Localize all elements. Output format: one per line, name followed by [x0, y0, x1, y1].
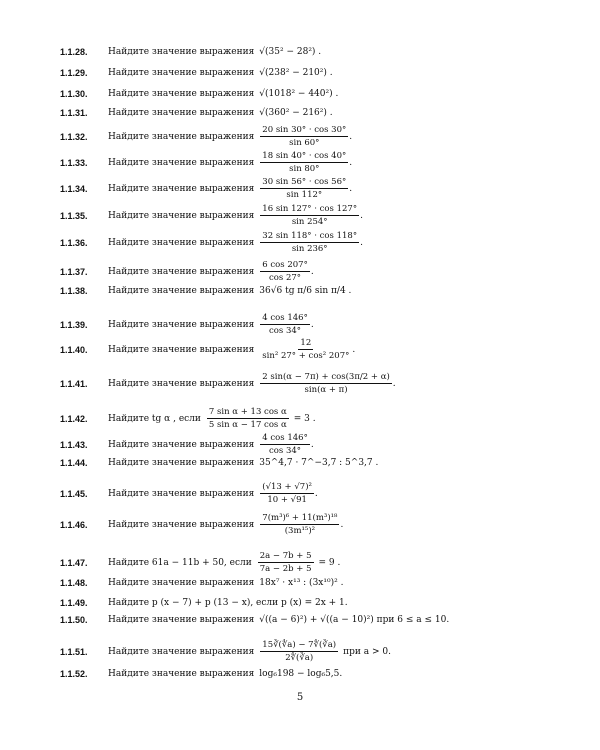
expression-tail: .: [310, 439, 314, 450]
fraction-numerator: 2 sin(α − 7π) + cos(3π/2 + α): [262, 372, 390, 382]
inline-expression: √(238² − 210²) .: [259, 68, 333, 78]
expression-tail: .: [392, 378, 396, 389]
problem-expression: [259, 669, 342, 679]
fraction-denominator: 5 sin α − 17 cos α: [208, 420, 287, 430]
expression-tail: .: [349, 131, 353, 142]
problem-text: Найдите значение выражения: [108, 439, 255, 450]
expression-tail: .: [340, 519, 344, 530]
fraction-numerator: 7(m³)⁶ + 11(m³)¹⁸: [262, 513, 338, 523]
problem-expression: [206, 407, 316, 430]
expression-tail: = 3 .: [293, 413, 316, 424]
problem-expression: [259, 231, 363, 254]
problem-row: [60, 204, 363, 227]
expression-tail: .: [310, 319, 314, 330]
problem-number: 1.1.49.: [60, 598, 88, 608]
fraction: [260, 177, 348, 200]
problem-expression: [259, 204, 363, 227]
fraction-denominator: sin(α + π): [304, 385, 348, 395]
problem-text: Найдите значение выражения: [108, 458, 255, 468]
fraction-numerator: 30 sin 56° · cos 56°: [262, 177, 347, 187]
fraction-denominator: sin 112°: [286, 190, 323, 200]
problem-number: 1.1.29.: [60, 68, 88, 78]
problem-text: Найдите значение выражения: [108, 108, 255, 118]
problem-text: Найдите значение выражения: [108, 488, 255, 499]
fraction-denominator: (3m¹⁵)²: [284, 526, 316, 536]
problem-row: [60, 551, 340, 574]
problem-text: Найдите значение выражения: [108, 89, 255, 99]
page-number: 5: [296, 692, 304, 703]
fraction-numerator: 2a − 7b + 5: [259, 551, 312, 561]
problem-expression: [259, 372, 395, 395]
problem-number: 1.1.37.: [60, 266, 88, 277]
problem-number: 1.1.40.: [60, 344, 88, 355]
expression-tail: при a > 0.: [343, 646, 391, 657]
expression-tail: .: [349, 157, 353, 168]
problem-row: [60, 640, 391, 663]
problem-text: Найдите значение выражения: [108, 131, 255, 142]
problem-row: [60, 615, 449, 625]
problem-expression: [257, 551, 341, 574]
problem-text: Найдите значение выражения: [108, 68, 255, 78]
fraction-denominator: cos 34°: [269, 446, 302, 456]
inline-expression: 36√6 tg π/6 sin π/4 .: [259, 286, 352, 296]
fraction: [260, 433, 310, 456]
fraction-denominator: sin 80°: [289, 164, 320, 174]
problem-expression: [259, 47, 321, 57]
fraction: [260, 151, 348, 174]
problem-text: Найдите значение выражения: [108, 47, 255, 57]
fraction-denominator: 7a − 2b + 5: [259, 564, 312, 574]
fraction-numerator: 18 sin 40° · cos 40°: [262, 151, 347, 161]
inline-expression: √(360² − 216²) .: [259, 108, 333, 118]
problem-number: 1.1.44.: [60, 458, 88, 468]
fraction-numerator: 20 sin 30° · cos 30°: [262, 125, 347, 135]
problem-row: [60, 177, 352, 200]
fraction-denominator: sin 60°: [289, 138, 320, 148]
problem-text: Найдите значение выражения: [108, 519, 255, 530]
inline-expression: √(35² − 28²) .: [259, 47, 322, 57]
problem-text: Найдите значение выражения: [108, 183, 255, 194]
problem-expression: [259, 125, 352, 148]
fraction: [260, 372, 392, 395]
problem-number: 1.1.47.: [60, 557, 88, 568]
problem-row: [60, 372, 396, 395]
problem-row: [60, 68, 333, 78]
problem-number: 1.1.31.: [60, 108, 88, 118]
fraction: [207, 407, 289, 430]
problem-row: [60, 89, 338, 99]
problem-expression: [259, 433, 313, 456]
problem-row: [60, 433, 314, 456]
problem-number: 1.1.51.: [60, 646, 88, 657]
problem-number: 1.1.39.: [60, 319, 88, 330]
fraction-numerator: 15∛(∜a) − 7∜(∛a): [262, 640, 337, 650]
problem-expression: [259, 108, 332, 118]
expression-tail: .: [314, 488, 318, 499]
problem-number: 1.1.50.: [60, 615, 88, 625]
fraction: [258, 551, 314, 574]
problem-text: Найдите значение выражения: [108, 578, 255, 588]
problem-number: 1.1.52.: [60, 669, 88, 679]
problem-row: [60, 260, 314, 283]
fraction-numerator: 6 cos 207°: [262, 260, 308, 270]
problem-row: [60, 578, 343, 588]
fraction-numerator: 32 sin 118° · cos 118°: [262, 231, 358, 241]
problem-number: 1.1.41.: [60, 378, 88, 389]
problem-number: 1.1.42.: [60, 413, 88, 424]
problem-expression: [259, 68, 332, 78]
problem-number: 1.1.32.: [60, 131, 88, 142]
problem-expression: [259, 260, 313, 283]
problem-text: Найдите значение выражения: [108, 286, 255, 296]
problem-number: 1.1.45.: [60, 488, 88, 499]
problem-row: [60, 231, 363, 254]
expression-tail: = 9 .: [318, 557, 341, 568]
problem-row: [60, 407, 316, 430]
problem-row: [60, 125, 352, 148]
fraction-numerator: 12: [300, 338, 312, 348]
problem-text: Найдите значение выражения: [108, 378, 255, 389]
problem-number: 1.1.28.: [60, 47, 88, 57]
fraction-denominator: cos 34°: [269, 326, 302, 336]
problem-number: 1.1.38.: [60, 286, 88, 296]
fraction: [260, 338, 351, 361]
problem-row: [60, 108, 333, 118]
problem-expression: [259, 615, 449, 625]
problem-row: [60, 669, 342, 679]
problem-text: Найдите значение выражения: [108, 669, 255, 679]
problem-text: Найдите значение выражения: [108, 319, 255, 330]
fraction: [260, 640, 338, 663]
problem-row: [60, 513, 343, 536]
problem-expression: [259, 640, 391, 663]
problem-text: Найдите значение выражения: [108, 266, 255, 277]
problem-row: [60, 313, 314, 336]
inline-expression: 18x⁷ · x¹³ : (3x¹⁰)² .: [259, 578, 344, 588]
fraction: [260, 125, 348, 148]
problem-number: 1.1.36.: [60, 237, 88, 248]
problem-row: [60, 598, 353, 608]
problem-text: Найдите значение выражения: [108, 646, 255, 657]
problem-expression: [259, 482, 318, 505]
problem-number: 1.1.43.: [60, 439, 88, 450]
problem-row: [60, 482, 318, 505]
inline-expression: log₆198 − log₆5,5.: [259, 669, 343, 679]
problem-row: [60, 151, 352, 174]
problem-row: [60, 286, 351, 296]
fraction-numerator: 4 cos 146°: [262, 433, 308, 443]
expression-tail: .: [360, 237, 363, 248]
problem-row: [60, 458, 378, 468]
fraction-numerator: 16 sin 127° · cos 127°: [262, 204, 358, 214]
problem-text: Найдите p (x − 7) + p (13 − x), если p (x) = 2x + 1.: [108, 598, 348, 608]
problem-text: Найдите значение выражения: [108, 157, 255, 168]
fraction-denominator: sin 254°: [291, 217, 328, 227]
expression-tail: .: [310, 266, 314, 277]
problem-expression: [259, 286, 351, 296]
expression-tail: .: [352, 344, 356, 355]
problem-expression: [259, 313, 313, 336]
fraction: [260, 204, 359, 227]
problem-text: Найдите значение выражения: [108, 615, 255, 625]
inline-expression: √((a − 6)²) + √((a − 10)²) при 6 ≤ a ≤ 10.: [259, 615, 450, 625]
problem-number: 1.1.30.: [60, 89, 88, 99]
problem-expression: [259, 89, 338, 99]
problem-expression: [259, 578, 343, 588]
fraction: [260, 513, 339, 536]
fraction: [260, 482, 314, 505]
problem-text: Найдите значение выражения: [108, 344, 255, 355]
problem-text: Найдите 61a − 11b + 50, если: [108, 557, 252, 568]
problem-text: Найдите значение выражения: [108, 237, 255, 248]
problem-number: 1.1.33.: [60, 157, 88, 168]
fraction: [260, 231, 359, 254]
fraction-denominator: sin² 27° + cos² 207°: [262, 351, 350, 361]
fraction: [260, 313, 310, 336]
problem-expression: [259, 338, 355, 361]
fraction-numerator: 7 sin α + 13 cos α: [208, 407, 287, 417]
problem-row: [60, 338, 355, 361]
problem-expression: [259, 177, 352, 200]
problem-expression: [259, 151, 352, 174]
fraction-numerator: 4 cos 146°: [262, 313, 308, 323]
problem-text: Найдите значение выражения: [108, 210, 255, 221]
problem-expression: [259, 458, 378, 468]
fraction: [260, 260, 310, 283]
problem-number: 1.1.34.: [60, 183, 88, 194]
problem-number: 1.1.46.: [60, 519, 88, 530]
fraction-denominator: cos 27°: [269, 273, 302, 283]
fraction-numerator: (√13 + √7)²: [262, 482, 312, 492]
fraction-denominator: sin 236°: [291, 244, 328, 254]
problem-number: 1.1.48.: [60, 578, 88, 588]
expression-tail: .: [349, 183, 353, 194]
problem-expression: [259, 513, 343, 536]
problem-text: Найдите tg α , если: [108, 413, 201, 424]
fraction-denominator: 2∜(∛a): [285, 653, 314, 663]
inline-expression: √(1018² − 440²) .: [259, 89, 339, 99]
problem-row: [60, 47, 321, 57]
problem-number: 1.1.35.: [60, 210, 88, 221]
fraction-denominator: 10 + √91: [267, 495, 307, 505]
inline-expression: 35^4,7 · 7^−3,7 : 5^3,7 .: [259, 458, 379, 468]
expression-tail: .: [360, 210, 363, 221]
